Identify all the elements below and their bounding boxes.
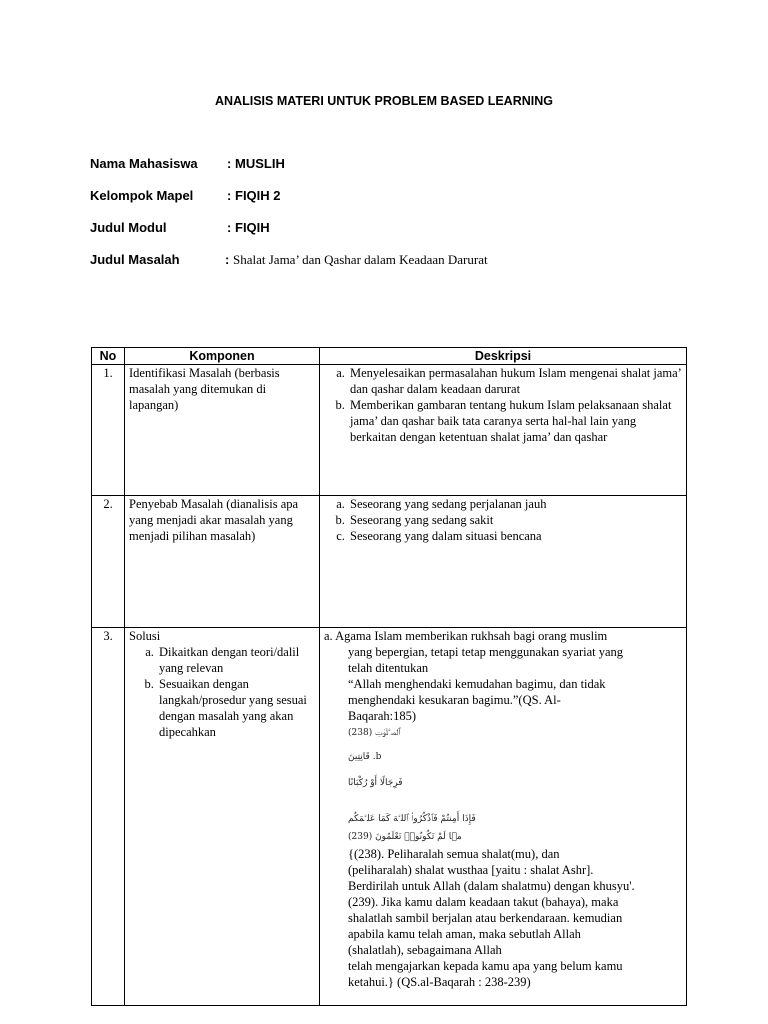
text-line: (peliharalah) shalat wusthaa [yaitu : shalat Ashr]. [348, 863, 594, 877]
meta-colon: : [225, 252, 230, 267]
table-row [92, 365, 687, 496]
meta-colon: : [227, 220, 232, 235]
text-line: shalatlah sambil berjalan atau berkendaraan. kemudian [348, 911, 623, 925]
text-line: Berdirilah untuk Allah (dalam shalatmu) dengan khusyu'. [348, 879, 635, 893]
list-item: b. Sesuaikan dengan langkah/prosedur yang sesuai dengan masalah yang akan dipecahkan [157, 676, 315, 740]
row-number: 1. [92, 365, 125, 496]
row-komponen: Penyebab Masalah (dianalisis apa yang menjadi akar masalah yang menjadi pilihan masalah) [125, 496, 320, 628]
document-title: ANALISIS MATERI UNTUK PROBLEM BASED LEARNING [215, 94, 553, 108]
row-deskripsi [320, 365, 687, 496]
arabic-line: (239) ﻣﱠﺎ ﻟَﻢْ ﺗَﻜُﻮﻧُﻮا۟ ﺗَﻌْﻠَﻤُﻮنَ [348, 832, 462, 842]
row-deskripsi [320, 628, 687, 1006]
list-item: a. Dikaitkan dengan teori/dalil yang relevan [157, 644, 315, 676]
arabic-line: ﭐﻟﺼﱠﻠَﻮٰتِ (238) [348, 728, 401, 738]
text-line: (shalatlah), sebagaimana Allah [348, 943, 502, 957]
meta-colon: : [227, 156, 232, 171]
row-number: 3. [92, 628, 125, 1006]
list-item: b. Seseorang yang sedang sakit [348, 512, 682, 528]
arabic-verse [348, 726, 682, 844]
arabic-line: ﻓَﺈِذَا أَﻣِﻨﺘُﻢْ ﻓَﭑذْﻛُﺮُوا۟ ﭐﻟﻠﱠﻪَ ﻛَﻤَﺎ ﻋَﻠﱠﻤَﻜُﻢ [348, 814, 476, 824]
text-line: (239). Jika kamu dalam keadaan takut (bahaya), maka [348, 895, 619, 909]
meta-value: MUSLIH [235, 156, 285, 171]
table-row [92, 628, 687, 1006]
row-komponen: Identifikasi Masalah (berbasis masalah yang ditemukan di lapangan) [125, 365, 320, 496]
text-line: apabila kamu telah aman, maka sebutlah Allah [348, 927, 581, 941]
list-item: b. Memberikan gambaran tentang hukum Islam pelaksanaan shalat jama’ dan qashar baik tata caranya serta hal-hal lain yang berkaitan dengan ketentuan shalat jama’ dan qashar [348, 397, 682, 445]
text-line: {(238). Peliharalah semua shalat(mu), dan [348, 847, 560, 861]
meta-label: Judul Modul [90, 220, 167, 235]
arabic-line: ﻗَﺎﻧِﺘِﻴﻦَ .b [348, 752, 382, 762]
list-item: c. Seseorang yang dalam situasi bencana [348, 528, 682, 544]
arabic-line: ﻓَﺮِﺟَﺎﻟًﺎ أَوْ رُﻛْﺒَﺎﻧًﺎ [348, 778, 403, 788]
list-item: a. Menyelesaikan permasalahan hukum Islam mengenai shalat jama’ dan qashar dalam keadaan darurat [348, 365, 682, 397]
header-deskripsi: Deskripsi [320, 348, 687, 365]
row-number: 2. [92, 496, 125, 628]
text-line: yang bepergian, tetapi tetap menggunakan syariat yang [348, 645, 624, 659]
meta-label: Nama Mahasiswa [90, 156, 198, 171]
deskripsi-body [324, 644, 682, 990]
header-komponen: Komponen [125, 348, 320, 365]
text-line: ketahui.} (QS.al-Baqarah : 238-239) [348, 975, 531, 989]
analysis-table [91, 347, 687, 1006]
text-line: telah ditentukan [348, 661, 429, 675]
solusi-title: Solusi [129, 629, 161, 643]
row-komponen [125, 628, 320, 1006]
meta-label: Judul Masalah [90, 252, 180, 267]
header-no: No [92, 348, 125, 365]
row-deskripsi [320, 496, 687, 628]
meta-value: FIQIH [235, 220, 270, 235]
meta-value: Shalat Jama’ dan Qashar dalam Keadaan Darurat [233, 252, 488, 267]
meta-colon: : [227, 188, 232, 203]
table-row [92, 496, 687, 628]
text-line: menghendaki kesukaran bagimu.”(QS. Al- [348, 693, 561, 707]
text-line: “Allah menghendaki kemudahan bagimu, dan tidak [348, 677, 606, 691]
table-header-row [92, 348, 687, 365]
text-line: Baqarah:185) [348, 709, 417, 723]
list-item: a. Seseorang yang sedang perjalanan jauh [348, 496, 682, 512]
deskripsi-lead: a. Agama Islam memberikan rukhsah bagi orang muslim [324, 629, 608, 643]
meta-value: FIQIH 2 [235, 188, 281, 203]
meta-label: Kelompok Mapel [90, 188, 194, 203]
text-line: telah mengajarkan kepada kamu apa yang belum kamu [348, 959, 623, 973]
